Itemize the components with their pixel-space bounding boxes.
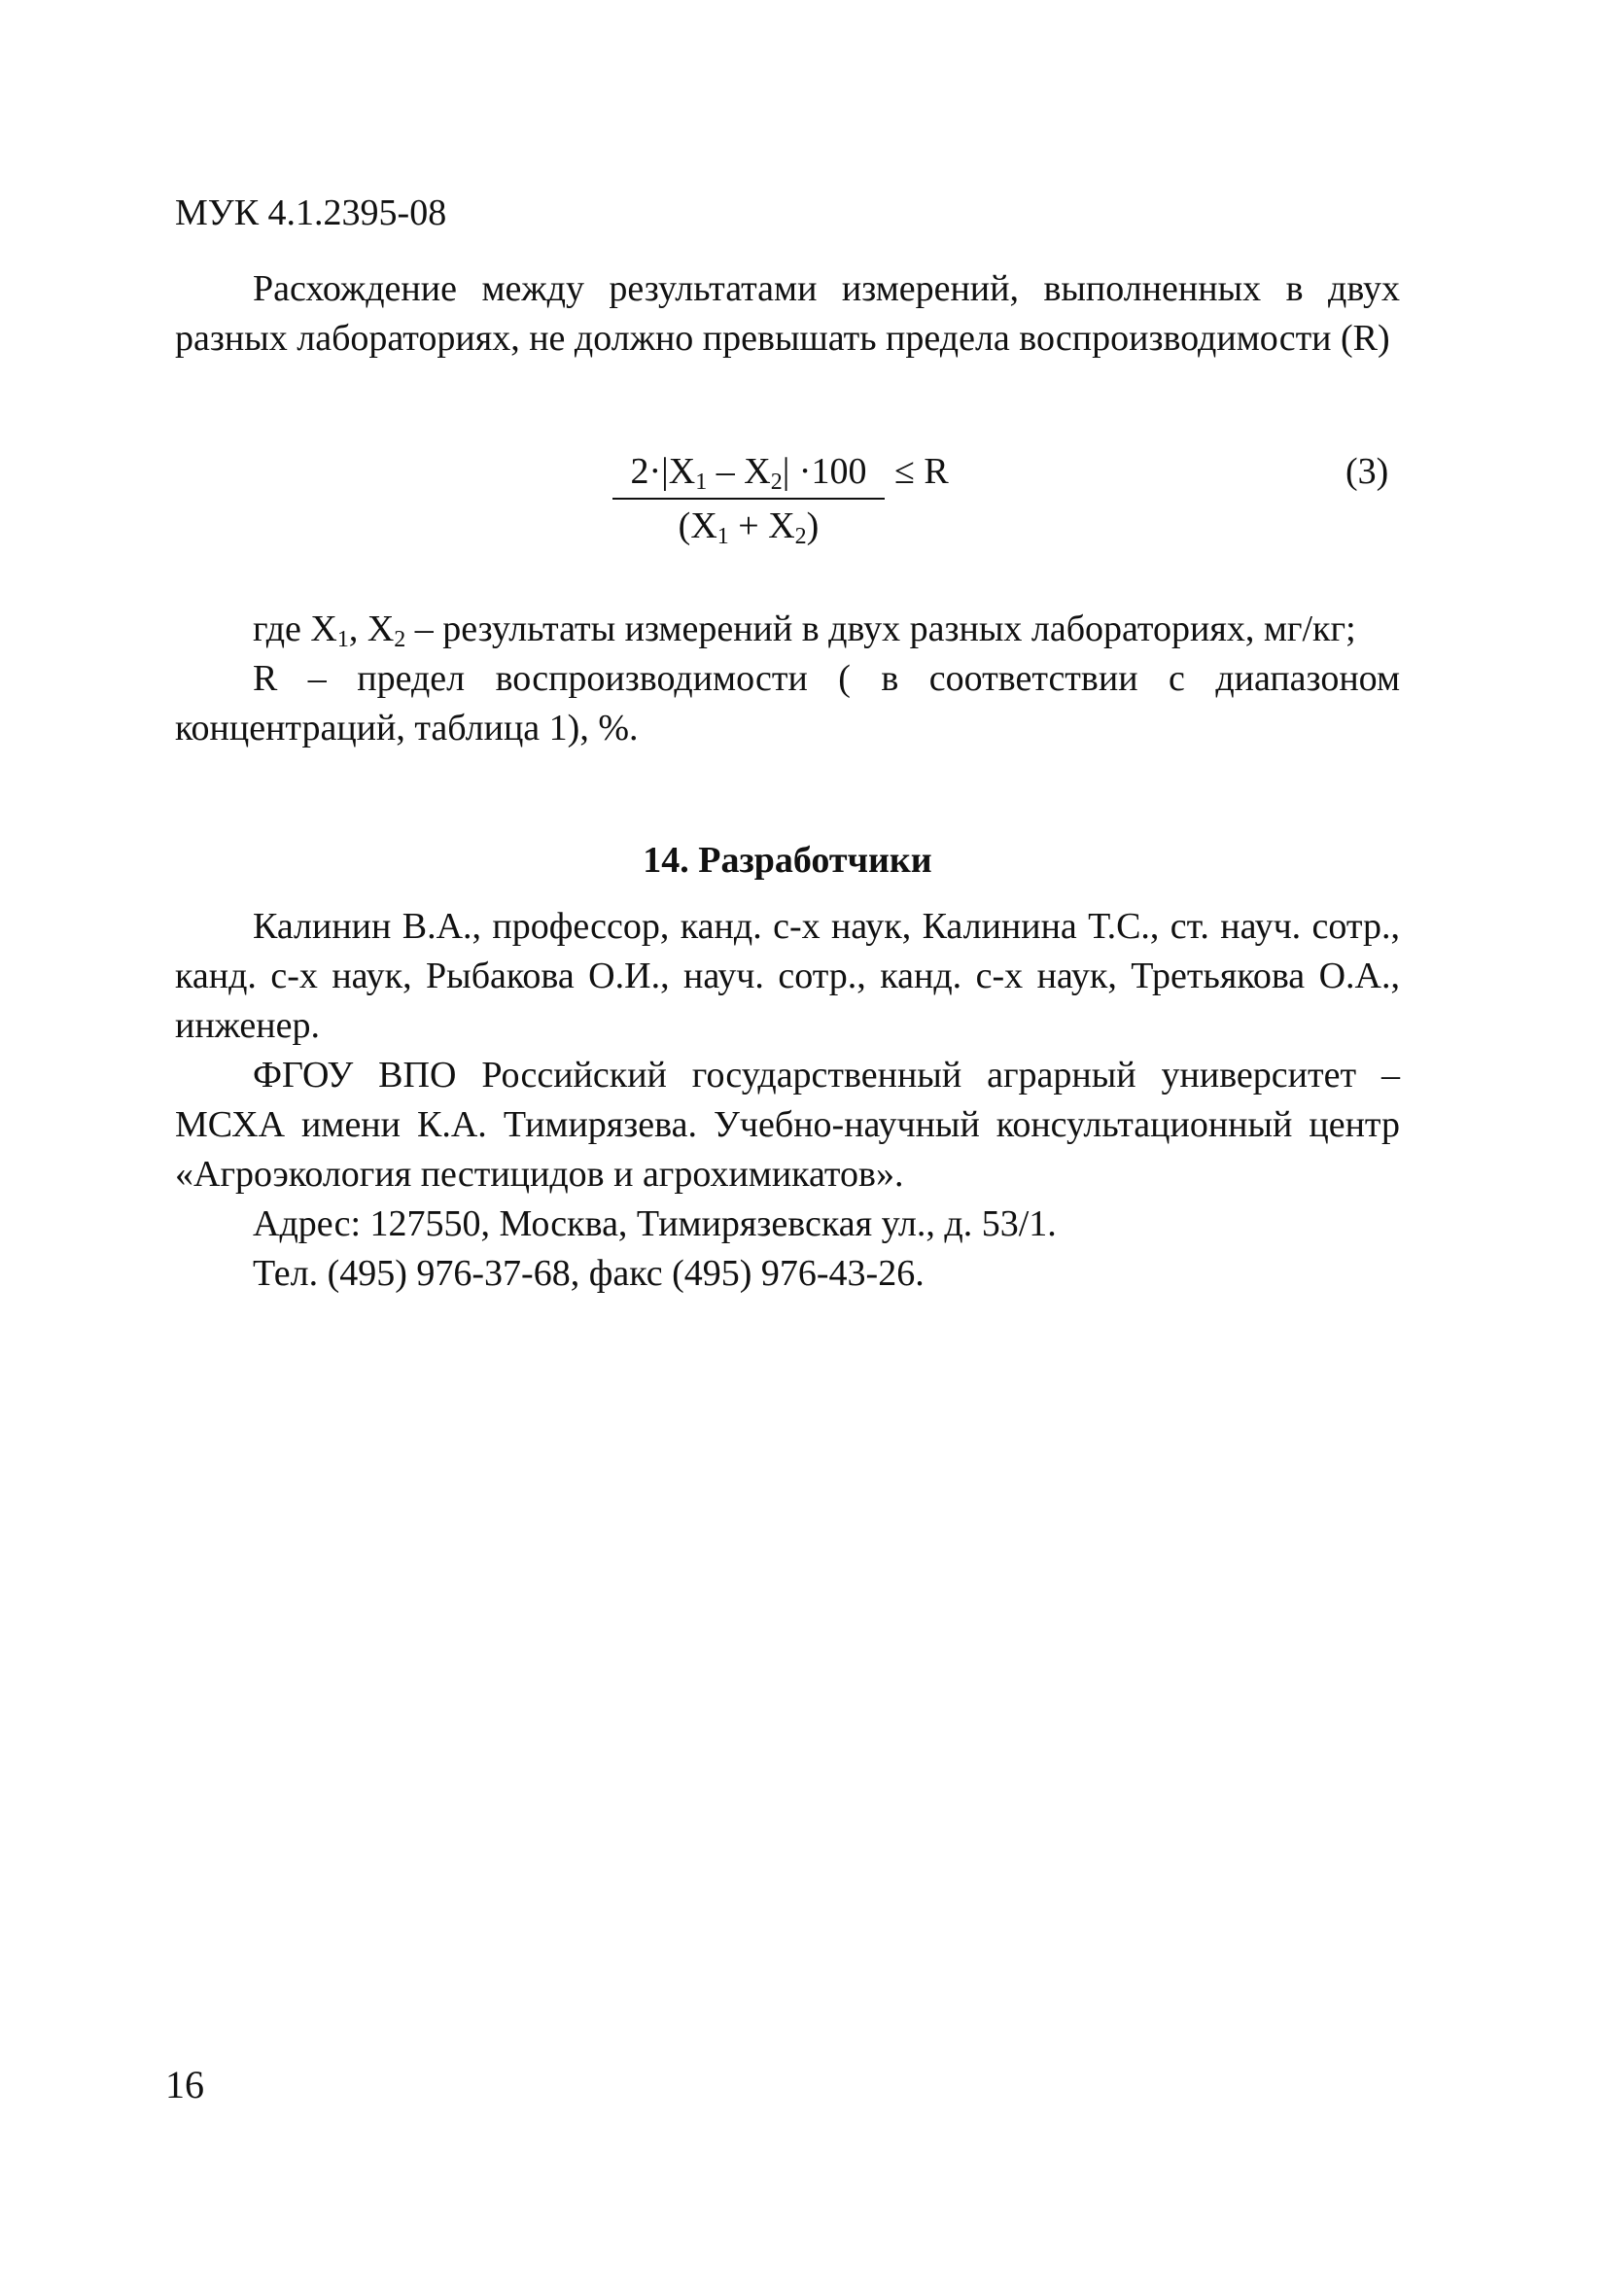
denominator-prefix: (X [678,505,717,546]
developers-section [175,902,1400,1299]
legend-x-suffix: – результаты измерений в двух разных лабораториях, мг/кг; [405,609,1356,649]
numerator-subscript-1: 1 [695,470,708,495]
formula-relation: ≤ R [894,451,949,492]
legend-line-x [175,605,1400,654]
document-code: МУК 4.1.2395-08 [175,192,447,233]
formula-numerator [603,449,894,498]
denominator-suffix: ) [806,505,820,546]
denominator-mid: + X [728,505,795,546]
developers-names: Калинин В.А., профессор, канд. с-х наук, Калинина Т.С., ст. науч. сотр., канд. с-х наук, Рыбакова О.И., науч. сотр., канд. с-х наук, Третьякова О.А., инженер. [175,906,1400,1046]
legend-x-mid: , X [348,609,395,649]
denominator-subscript-2: 2 [794,524,807,549]
numerator-prefix: 2·|X [630,451,696,492]
reproducibility-formula [603,449,894,548]
formula-denominator [603,500,894,548]
legend-x-subscript-1: 1 [336,627,349,652]
developers-address: Адрес: 127550, Москва, Тимирязевская ул., д. 53/1. [253,1203,1057,1244]
legend-x-prefix: где X [253,609,337,649]
formula-legend [175,605,1400,753]
numerator-suffix: | ·100 [782,451,867,492]
numerator-mid: – X [707,451,771,492]
numerator-subscript-2: 2 [770,470,783,495]
intro-text: Расхождение между результатами измерений, выполненных в двух разных лабораториях, не должно превышать предела воспроизводимости (R) [175,268,1400,359]
developers-organization: ФГОУ ВПО Российский государственный аграрный университет – МСХА имени К.А. Тимирязева. Учебно-научный консультационный центр «Агроэкология пестицидов и агрохимикатов». [175,1055,1400,1195]
denominator-subscript-1: 1 [716,524,729,549]
legend-line-r: R – предел воспроизводимости ( в соответствии с диапазоном концентраций, таблица 1), %. [175,658,1400,748]
legend-x-subscript-2: 2 [394,627,406,652]
intro-paragraph [175,264,1400,364]
equation-number: (3) [1345,451,1389,492]
section-title: 14. Разработчики [643,840,932,881]
page-number: 16 [165,2063,204,2106]
developers-phone: Тел. (495) 976-37-68, факс (495) 976-43-26. [253,1253,925,1294]
